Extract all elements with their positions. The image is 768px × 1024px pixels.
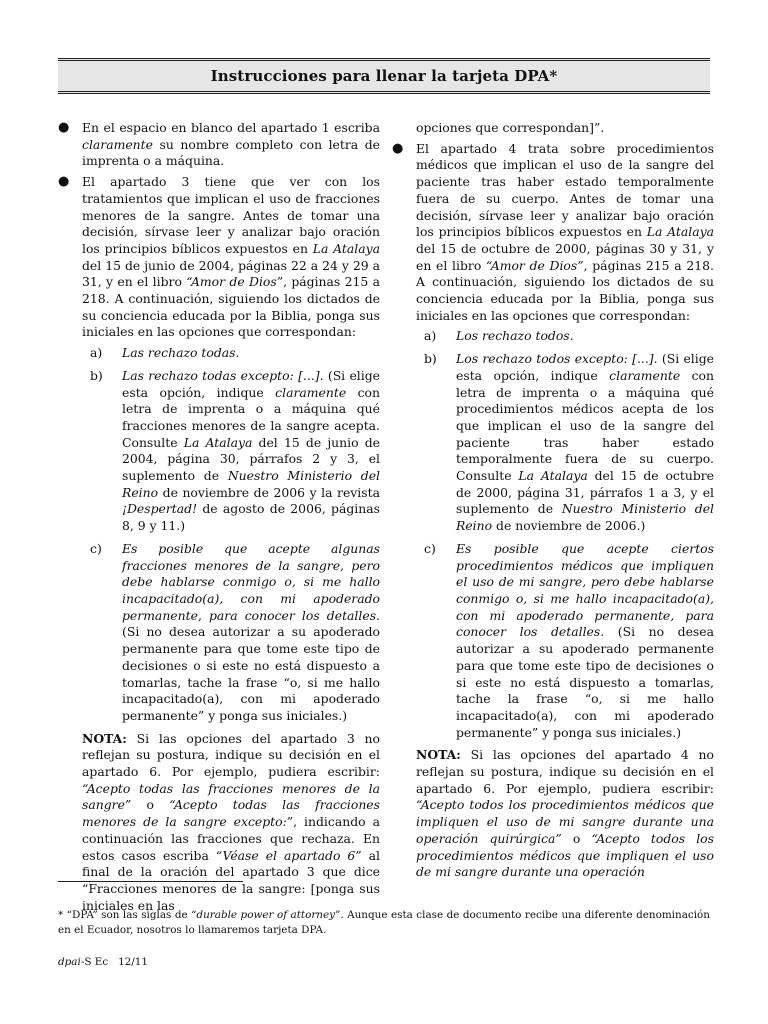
- bullet-icon: ●: [58, 174, 70, 190]
- bullet-icon: ●: [392, 140, 404, 156]
- continued-text: opciones que correspondan]”.: [416, 120, 605, 135]
- nota-paragraph: NOTA: Si las opciones del apartado 4 no reflejan su postura, indique su decisión en el apartado 6. Por ejemplo, pudiera escribir: “Acepto todos los procedimientos médicos que impliquen el uso de mi sangre durante una operación quirúrgica” o “Acepto todos los procedimientos médicos que impliquen el uso de mi sangre durante una operación: [416, 747, 714, 880]
- right-column: [392, 120, 714, 881]
- footnote-rule: [58, 881, 243, 882]
- bullet-item: ● El apartado 3 tiene que ver con los tratamientos que implican el uso de fracciones menores de la sangre. Antes de tomar una decisión, sírvase leer y analizar bajo oración los principios bíblicos expuestos en La Atalaya del 15 de junio de 2004, páginas 22 a 24 y 29 a 31, y en el libro “Amor de Dios”, páginas 215 a 218. A continuación, siguiendo los dictados de su conciencia educada por la Biblia, ponga sus iniciales en las opciones que correspondan:: [58, 174, 380, 340]
- option-a: a) Las rechazo todas.: [90, 345, 240, 361]
- document-code: dpai-S Ec 12/11: [58, 956, 149, 968]
- bullet-icon: ●: [58, 120, 70, 135]
- bullet-item: ● En el espacio en blanco del apartado 1 escriba claramente su nombre completo con letra de imprenta o a máquina.: [58, 120, 380, 169]
- option-c: c) Es posible que acepte ciertos procedimientos médicos que impliquen el uso de mi sangre, pero debe hablarse conmigo o, si me hallo incapacitado(a), con mi apoderado permanente, para conocer los detalles. (Si no desea autorizar a su apoderado permanente para que tome este tipo de decisiones o si este no está dispuesto a tomarlas, tache la frase “o, si me hallo incapacitado(a), con mi apoderado permanente” y ponga sus iniciales.): [424, 540, 714, 740]
- option-b: b) Los rechazo todos excepto: [...]. (Si elige esta opción, indique claramente con letra de imprenta o a máquina qué procedimientos médicos acepta de los que implican el uso de la sangre del paciente tras haber estado temporalmente fuera de su cuerpo. Consulte La Atalaya del 15 de octubre de 2000, página 31, párrafos 1 a 3, y el suplemento de Nuestro Ministerio del Reino de noviembre de 2006.): [424, 351, 715, 534]
- nota-paragraph: NOTA: Si las opciones del apartado 3 no reflejan su postura, indique su decisión en el apartado 6. Por ejemplo, pudiera escribir: “Acepto todas las fracciones menores de la sangre” o “Acepto todas las fracciones menores de la sangre excepto:”, indicando a continuación las fracciones que rechaza. En estos casos escriba “Véase el apartado 6” al final de la oración del apartado 3 que dice “Fracciones menores de la sangre: [ponga sus iniciales en las: [82, 730, 380, 913]
- title-band: [58, 58, 710, 94]
- option-a: a) Los rechazo todos.: [424, 328, 574, 344]
- option-c: c) Es posible que acepte algunas fracciones menores de la sangre, pero debe hablarse conmigo o, si me hallo incapacitado(a), con mi apoderado permanente, para conocer los detalles. (Si no desea autorizar a su apoderado permanente para que tome este tipo de decisiones o si este no está dispuesto a tomarlas, tache la frase “o, si me hallo incapacitado(a), con mi apoderado permanente” y ponga sus iniciales.): [90, 540, 380, 723]
- left-column: [58, 120, 380, 914]
- footnote: * “DPA” son las siglas de “durable power of attorney”. Aunque esta clase de documento recibe una diferente denominación en el Ecuador, nosotros lo llamaremos tarjeta DPA.: [58, 909, 710, 936]
- option-b: b) Las rechazo todas excepto: [...]. (Si elige esta opción, indique claramente con letra de imprenta o a máquina qué fracciones menores de la sangre acepta. Consulte La Atalaya del 15 de junio de 2004, página 30, párrafos 2 y 3, el suplemento de Nuestro Ministerio del Reino de noviembre de 2006 y la revista ¡Despertad! de agosto de 2006, páginas 8, 9 y 11.): [90, 367, 380, 534]
- page-title: Instrucciones para llenar la tarjeta DPA*: [210, 67, 558, 85]
- bullet-item: ● El apartado 4 trata sobre procedimientos médicos que implican el uso de la sangre del paciente tras haber estado temporalmente fuera de su cuerpo. Antes de tomar una decisión, sírvase leer y analizar bajo oración los principios bíblicos expuestos en La Atalaya del 15 de octubre de 2000, páginas 30 y 31, y en el libro “Amor de Dios”, páginas 215 a 218. A continuación, siguiendo los dictados de su conciencia educada por la Biblia, ponga sus iniciales en las opciones que correspondan:: [392, 140, 714, 323]
